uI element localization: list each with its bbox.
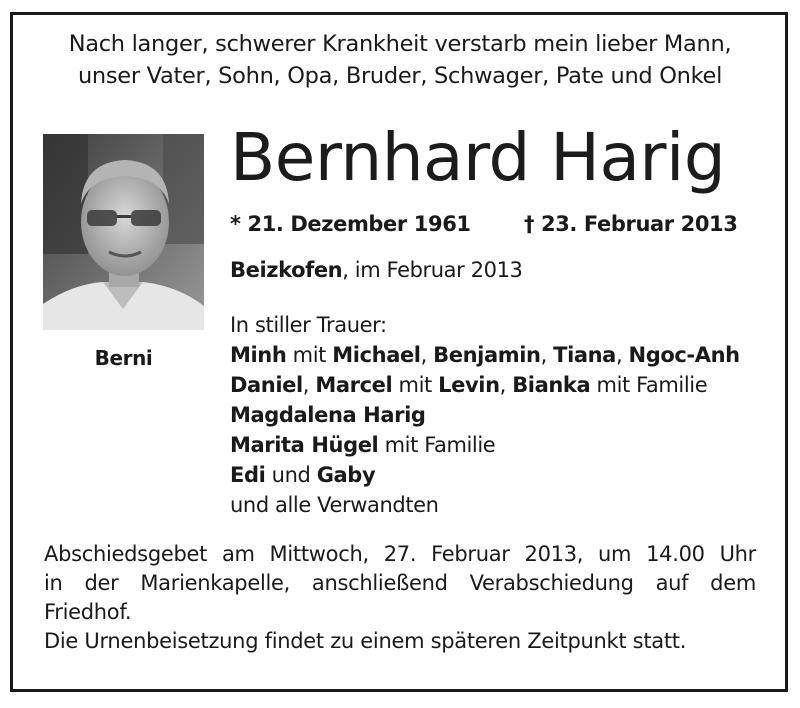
mourner-name: Benjamin — [433, 343, 541, 367]
mourners-row — [230, 340, 740, 370]
portrait-photo — [43, 134, 204, 330]
mourner-name: Tiana — [553, 343, 616, 367]
place-and-date — [230, 258, 523, 282]
mourners-heading: In stiller Trauer: — [230, 313, 387, 337]
birth-date: * 21. Dezember 1961 — [230, 212, 471, 236]
mourners-row — [230, 370, 740, 400]
death-date: † 23. Februar 2013 — [524, 212, 738, 236]
mourner-name: Michael — [332, 343, 421, 367]
mourner-sep: mit Familie — [378, 433, 496, 457]
mourner-sep: , — [540, 343, 554, 367]
mourner-name: Bianka — [512, 373, 591, 397]
mourners-row — [230, 460, 740, 490]
intro-text — [0, 28, 800, 92]
mourner-name: Gaby — [316, 463, 376, 487]
service-line: Abschiedsgebet am Mittwoch, 27. Februar 2013, um 14.00 Uhr — [44, 542, 756, 566]
service-info — [44, 540, 756, 656]
intro-line: unser Vater, Sohn, Opa, Bruder, Schwager, Pate und Onkel — [77, 63, 723, 89]
mourner-name: Levin — [438, 373, 500, 397]
mourner-name: Daniel — [230, 373, 303, 397]
intro-line: Nach langer, schwerer Krankheit verstarb mein lieber Mann, — [68, 31, 732, 57]
mourner-name: Magdalena Harig — [230, 403, 426, 427]
mourner-sep: , — [499, 373, 513, 397]
mourner-sep: mit — [286, 343, 333, 367]
place-town: Beizkofen — [230, 258, 343, 282]
mourners-row — [230, 400, 740, 430]
place-date: , im Februar 2013 — [342, 258, 523, 282]
mourner-name: Marita Hügel — [230, 433, 379, 457]
mourner-sep: , — [302, 373, 316, 397]
mourner-sep: , — [420, 343, 434, 367]
photo-caption: Berni — [94, 346, 153, 370]
mourner-sep: , — [615, 343, 629, 367]
deceased-name: Bernhard Harig — [230, 119, 726, 196]
mourner-sep: mit — [392, 373, 439, 397]
mourner-sep: mit Familie — [590, 373, 708, 397]
mourner-name: Minh — [230, 343, 287, 367]
mourners-row — [230, 430, 740, 460]
mourner-sep: und — [265, 463, 317, 487]
service-line: Friedhof. — [44, 600, 132, 624]
mourner-name: Edi — [230, 463, 266, 487]
mourners-row: und alle Verwandten — [230, 493, 439, 517]
service-line: in der Marienkapelle, anschließend Verabschiedung auf dem — [44, 571, 756, 595]
service-line: Die Urnenbeisetzung findet zu einem späteren Zeitpunkt statt. — [44, 629, 687, 653]
mourner-name: Marcel — [315, 373, 393, 397]
mourner-name: Ngoc-Anh — [628, 343, 740, 367]
mourners-list — [230, 310, 740, 520]
